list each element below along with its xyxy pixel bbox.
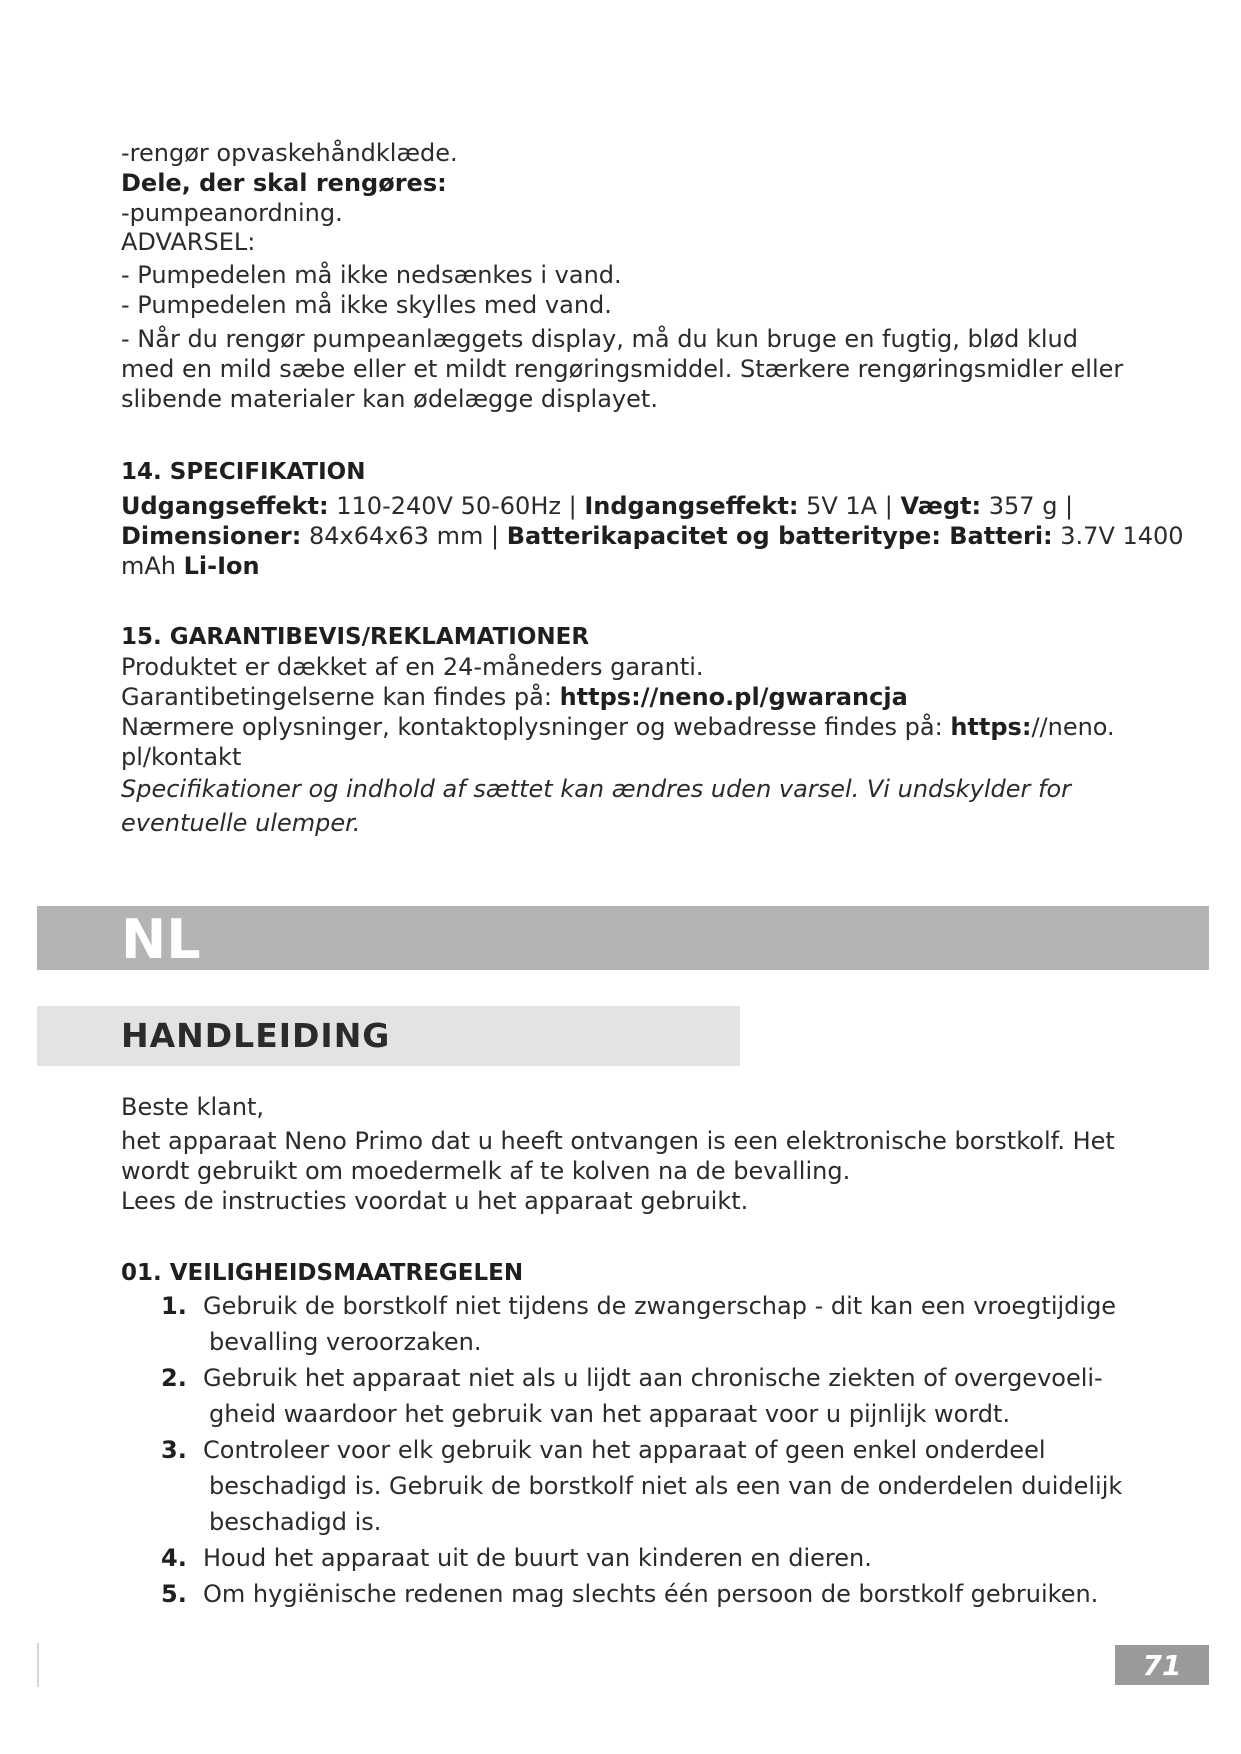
warning-item: - Pumpedelen må ikke skylles med vand. — [121, 291, 612, 319]
spec-value: 110-240V 50-60Hz | — [328, 492, 585, 520]
warning-item-cont: slibende materialer kan ødelægge displayet. — [121, 385, 658, 413]
cleaning-line: -rengør opvaskehåndklæde. — [121, 139, 458, 167]
disclaimer: eventuelle ulemper. — [121, 809, 361, 837]
specification-section — [121, 457, 1184, 581]
list-item: 5. Om hygiënische redenen mag slechts één persoon de borstkolf gebruiken. — [121, 1576, 1131, 1612]
spec-label: Udgangseffekt: — [121, 492, 329, 520]
disclaimer: Specifikationer og indhold af sættet kan ændres uden varsel. Vi undskylder for — [121, 775, 1072, 803]
list-number: 2. — [161, 1364, 187, 1392]
margin-mark — [37, 1643, 39, 1687]
warning-item: - Når du rengør pumpeanlæggets display, må du kun bruge en fugtig, blød klud — [121, 325, 1078, 353]
warranty-line: Nærmere oplysninger, kontaktoplysninger og webadresse findes på: https://neno. — [121, 713, 1115, 741]
warranty-line: Produktet er dækket af en 24-måneders garanti. — [121, 653, 704, 681]
manual-title-bar — [37, 1006, 740, 1066]
section-heading: 15. GARANTIBEVIS/REKLAMATIONER — [121, 624, 590, 650]
list-number: 4. — [161, 1544, 187, 1572]
spec-label: Li-Ion — [183, 552, 260, 580]
section-heading: 14. SPECIFIKATION — [121, 459, 366, 485]
contact-link[interactable]: https: — [950, 713, 1032, 741]
intro-section — [121, 1092, 1131, 1216]
list-item: 4. Houd het apparaat uit de buurt van kinderen en dieren. — [121, 1540, 1131, 1576]
spec-line — [121, 491, 1131, 521]
spec-line — [121, 551, 1131, 581]
spec-label: Dimensioner: — [121, 522, 302, 550]
warning-item-cont: med en mild sæbe eller et mildt rengøringsmiddel. Stærkere rengøringsmidler eller — [121, 355, 1124, 383]
language-code: NL — [121, 908, 201, 971]
parts-heading: Dele, der skal rengøres: — [121, 169, 447, 197]
list-item: 3. Controleer voor elk gebruik van het apparaat of geen enkel onderdeel beschadigd is. Gebruik de borstkolf niet als een van de onderdelen duidelijk beschadigd is. — [121, 1432, 1131, 1540]
list-item: 1. Gebruik de borstkolf niet tijdens de zwangerschap - dit kan een vroegtijdige bevalling veroorzaken. — [121, 1288, 1131, 1360]
spec-value: 84x64x63 mm | — [301, 522, 507, 550]
parts-item: -pumpeanordning. — [121, 199, 343, 227]
warranty-section — [121, 622, 1131, 840]
contact-link-cont[interactable]: pl/kontakt — [121, 743, 242, 771]
manual-title: HANDLEIDING — [121, 1016, 391, 1055]
warning-label: ADVARSEL: — [121, 228, 256, 256]
list-number: 1. — [161, 1292, 187, 1320]
safety-list — [121, 1288, 1131, 1612]
greeting: Beste klant, — [121, 1093, 265, 1121]
intro-line: wordt gebruikt om moedermelk af te kolven na de bevalling. — [121, 1157, 851, 1185]
warranty-link[interactable]: https://neno.pl/gwarancja — [559, 683, 908, 711]
spec-label: Batterikapacitet og batteritype: Batteri: — [506, 522, 1053, 550]
safety-section — [121, 1258, 1131, 1612]
spec-value: 5V 1A | — [798, 492, 901, 520]
spec-label: Indgangseffekt: — [584, 492, 799, 520]
list-number: 5. — [161, 1580, 187, 1608]
intro-line: het apparaat Neno Primo dat u heeft ontvangen is een elektronische borstkolf. Het — [121, 1127, 1115, 1155]
intro-line: Lees de instructies voordat u het apparaat gebruikt. — [121, 1187, 749, 1215]
spec-value: 357 g | — [981, 492, 1074, 520]
list-item: 2. Gebruik het apparaat niet als u lijdt aan chronische ziekten of overgevoeli- gheid waardoor het gebruik van het apparaat voor u pijnlijk wordt. — [121, 1360, 1131, 1432]
spec-line — [121, 521, 1184, 551]
section-heading: 01. VEILIGHEIDSMAATREGELEN — [121, 1260, 524, 1286]
spec-label: Vægt: — [900, 492, 982, 520]
warranty-line: Garantibetingelserne kan findes på: https://neno.pl/gwarancja — [121, 683, 908, 711]
list-number: 3. — [161, 1436, 187, 1464]
language-banner — [37, 906, 1209, 970]
spec-value: 3.7V 1400 — [1052, 522, 1184, 550]
page-number: 71 — [1115, 1645, 1209, 1685]
spec-value: mAh — [121, 552, 184, 580]
cleaning-section — [121, 138, 1131, 414]
contact-link-rest[interactable]: //neno. — [1031, 713, 1115, 741]
warning-item: - Pumpedelen må ikke nedsænkes i vand. — [121, 261, 622, 289]
